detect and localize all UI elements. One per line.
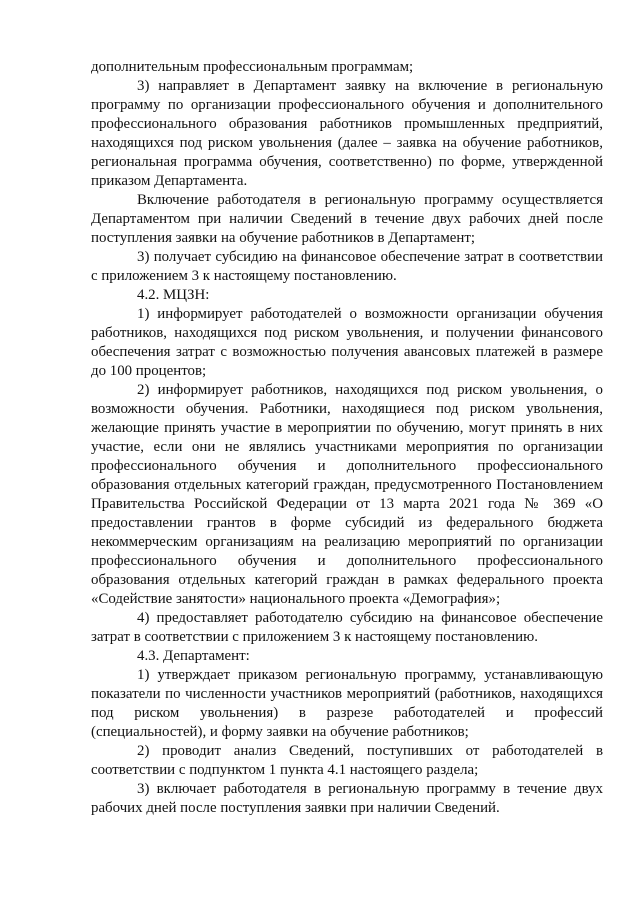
document-body: [91, 58, 603, 818]
paragraph-item-3-include-employer: 3) включает работодателя в региональную программу в течение двух рабочих дней после поступления заявки при наличии Сведений.: [91, 781, 603, 816]
paragraph-item-1-inform-employers: 1) информирует работодателей о возможности организации обучения работников, находящихся под риском увольнения, и получении финансового обеспечения затрат с возможностью получения авансовых платежей в размере до 100 процентов;: [91, 306, 603, 379]
paragraph-item-3-subsidy: 3) получает субсидию на финансовое обеспечение затрат в соответствии с приложением 3 к настоящему постановлению.: [91, 249, 603, 284]
paragraph-item-3-application: 3) направляет в Департамент заявку на включение в региональную программу по организации профессионального обучения и дополнительного профессионального образования работников промышленных предприятий, находящихся под риском увольнения (далее – заявка на обучение работников, региональная программа обучения, соответственно) по форме, утвержденной приказом Департамента.: [91, 78, 603, 189]
paragraph-item-1-approve-program: 1) утверждает приказом региональную программу, устанавливающую показатели по численности участников мероприятий (работников, находящихся под риском увольнения) в разрезе работодателей и профессий (специальностей), и форму заявки на обучение работников;: [91, 667, 603, 740]
paragraph-item-2-inform-workers: 2) информирует работников, находящихся под риском увольнения, о возможности обучения. Работники, находящиеся под риском увольнения, желающие принять участие в мероприятии по обучению, могут принять в них участие, если они не являлись участниками мероприятия по организации профессионального обучения и дополнительного профессионального образования отдельных категорий граждан, предусмотренного Постановлением Правительства Российской Федерации от 13 марта 2021 года № 369 «О предоставлении грантов в форме субсидий из федерального бюджета некоммерческим организациям на реализацию мероприятий по организации профессионального обучения и дополнительного профессионального образования отдельных категорий граждан в рамках федерального проекта «Содействие занятости» национального проекта «Демография»;: [91, 382, 603, 607]
section-heading-4-3: 4.3. Департамент:: [137, 648, 250, 664]
paragraph-item-2-analyze: 2) проводит анализ Сведений, поступивших от работодателей в соответствии с подпунктом 1 пункта 4.1 настоящего раздела;: [91, 743, 603, 778]
paragraph-item-4-provide-subsidy: 4) предоставляет работодателю субсидию на финансовое обеспечение затрат в соответствии с приложением 3 к настоящему постановлению.: [91, 610, 603, 645]
paragraph-inclusion-rule: Включение работодателя в региональную программу осуществляется Департаментом при наличии Сведений в течение двух рабочих дней после поступления заявки на обучение работников в Департамент;: [91, 192, 603, 246]
paragraph-continuation: дополнительным профессиональным программам;: [91, 59, 414, 75]
section-heading-4-2: 4.2. МЦЗН:: [137, 287, 210, 303]
